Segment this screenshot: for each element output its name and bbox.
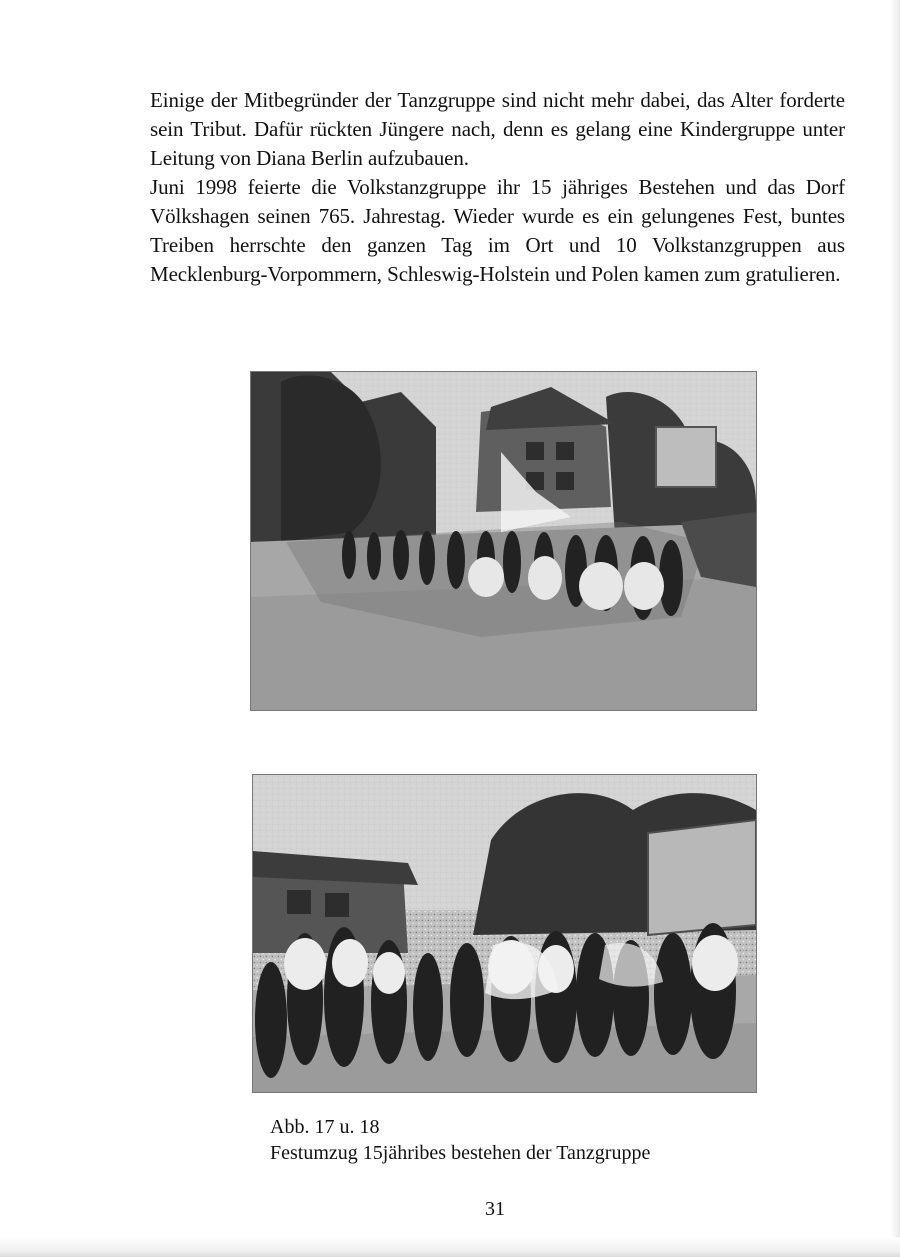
photo-festumzug-2: [252, 774, 757, 1093]
page-number: 31: [485, 1198, 505, 1220]
photo-festumzug-1: [250, 371, 757, 711]
photo-festumzug-1-image: [251, 372, 756, 710]
figure-caption-reference: Abb. 17 u. 18: [270, 1116, 380, 1138]
body-text: [150, 86, 845, 289]
figure-caption-description: Festumzug 15jähribes bestehen der Tanzgruppe: [270, 1142, 651, 1164]
paragraph-founders: Einige der Mitbegründer der Tanzgruppe sind nicht mehr dabei, das Alter forderte sein Tribut. Dafür rückten Jüngere nach, denn es gelang eine Kindergruppe unter Leitung von Diana Berlin aufzubauen.: [150, 88, 845, 170]
paragraph-anniversary: Juni 1998 feierte die Volkstanzgruppe ihr 15 jähriges Bestehen und das Dorf Völkshagen seinen 765. Jahrestag. Wieder wurde es ein gelungenes Fest, buntes Treiben herrschte den ganzen Tag im Ort und 10 Volkstanzgruppen aus Mecklenburg-Vorpommern, Schleswig-Holstein und Polen kamen zum gratulieren.: [150, 175, 845, 286]
page-bottom-edge-shadow: [0, 1237, 900, 1257]
photo-festumzug-2-image: [253, 775, 756, 1092]
figure-caption: [270, 1114, 790, 1166]
page-right-edge-shadow: [890, 0, 900, 1257]
